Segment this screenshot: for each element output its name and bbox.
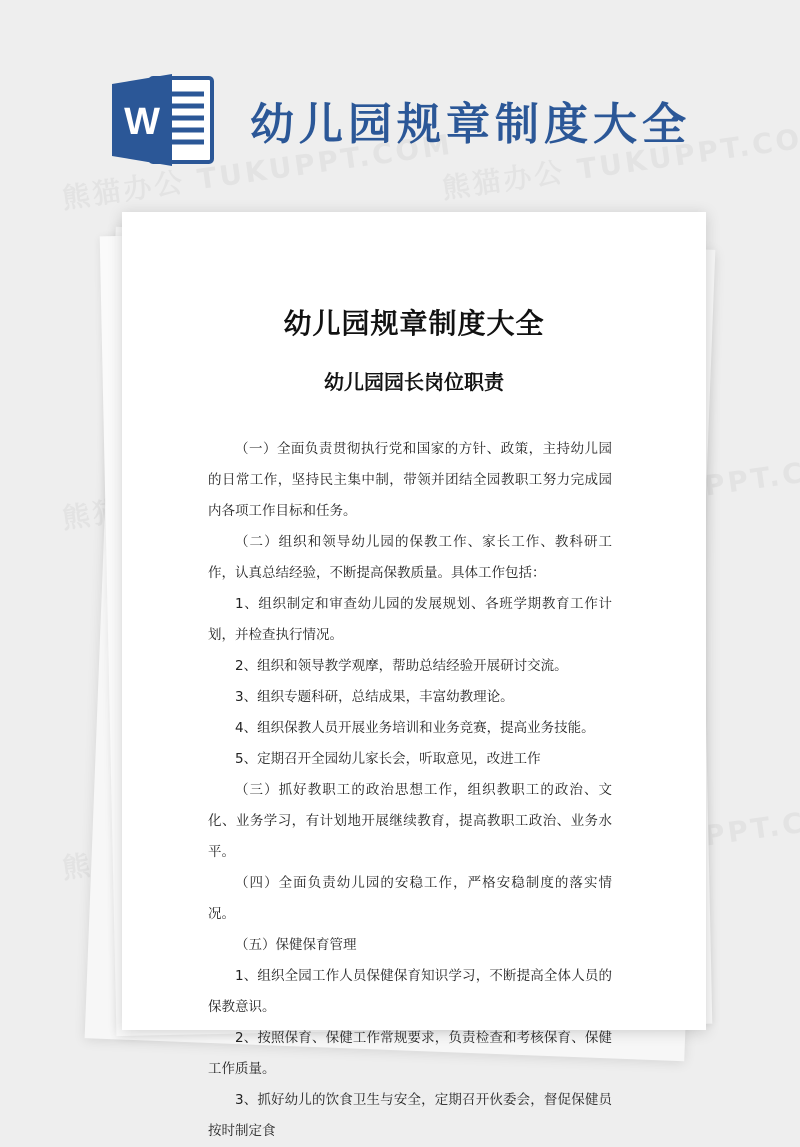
word-document-icon — [112, 74, 214, 166]
paragraph: 1、组织全园工作人员保健保育知识学习，不断提高全体人员的保教意识。 — [208, 968, 612, 1015]
header-title: 幼儿园规章制度大全 — [250, 99, 691, 150]
paragraph: （三）抓好教职工的政治思想工作，组织教职工的政治、文化、业务学习，有计划地开展继续教育，提高教职工政治、业务水平。 — [208, 782, 612, 860]
paragraph: （五）保健保育管理 — [235, 937, 357, 953]
document-title: 幼儿园规章制度大全 — [283, 307, 545, 340]
paragraph: 2、按照保育、保健工作常规要求，负责检查和考核保育、保健工作质量。 — [208, 1030, 612, 1077]
document-subtitle: 幼儿园园长岗位职责 — [324, 370, 504, 394]
paragraph: 1、组织制定和审查幼儿园的发展规划、各班学期教育工作计划，并检查执行情况。 — [208, 596, 612, 643]
paragraph: 4、组织保教人员开展业务培训和业务竞赛，提高业务技能。 — [235, 720, 595, 736]
paragraph: （一）全面负责贯彻执行党和国家的方针、政策，主持幼儿园的日常工作，坚持民主集中制，带领并团结全园教职工努力完成园内各项工作目标和任务。 — [208, 441, 612, 519]
paragraph: （四）全面负责幼儿园的安稳工作，严格安稳制度的落实情况。 — [208, 875, 612, 922]
document-body — [208, 434, 612, 1147]
logo-letter: W — [124, 101, 160, 143]
paragraph: 3、抓好幼儿的饮食卫生与安全，定期召开伙委会，督促保健员按时制定食 — [208, 1092, 612, 1139]
paragraph: 2、组织和领导教学观摩，帮助总结经验开展研讨交流。 — [235, 658, 568, 674]
document-page — [122, 212, 706, 1139]
paragraph: 3、组织专题科研，总结成果，丰富幼教理论。 — [235, 689, 514, 705]
paragraph: （二）组织和领导幼儿园的保教工作、家长工作、教科研工作，认真总结经验，不断提高保教质量。具体工作包括： — [208, 534, 612, 581]
paragraph: 5、定期召开全园幼儿家长会，听取意见，改进工作 — [235, 751, 541, 767]
